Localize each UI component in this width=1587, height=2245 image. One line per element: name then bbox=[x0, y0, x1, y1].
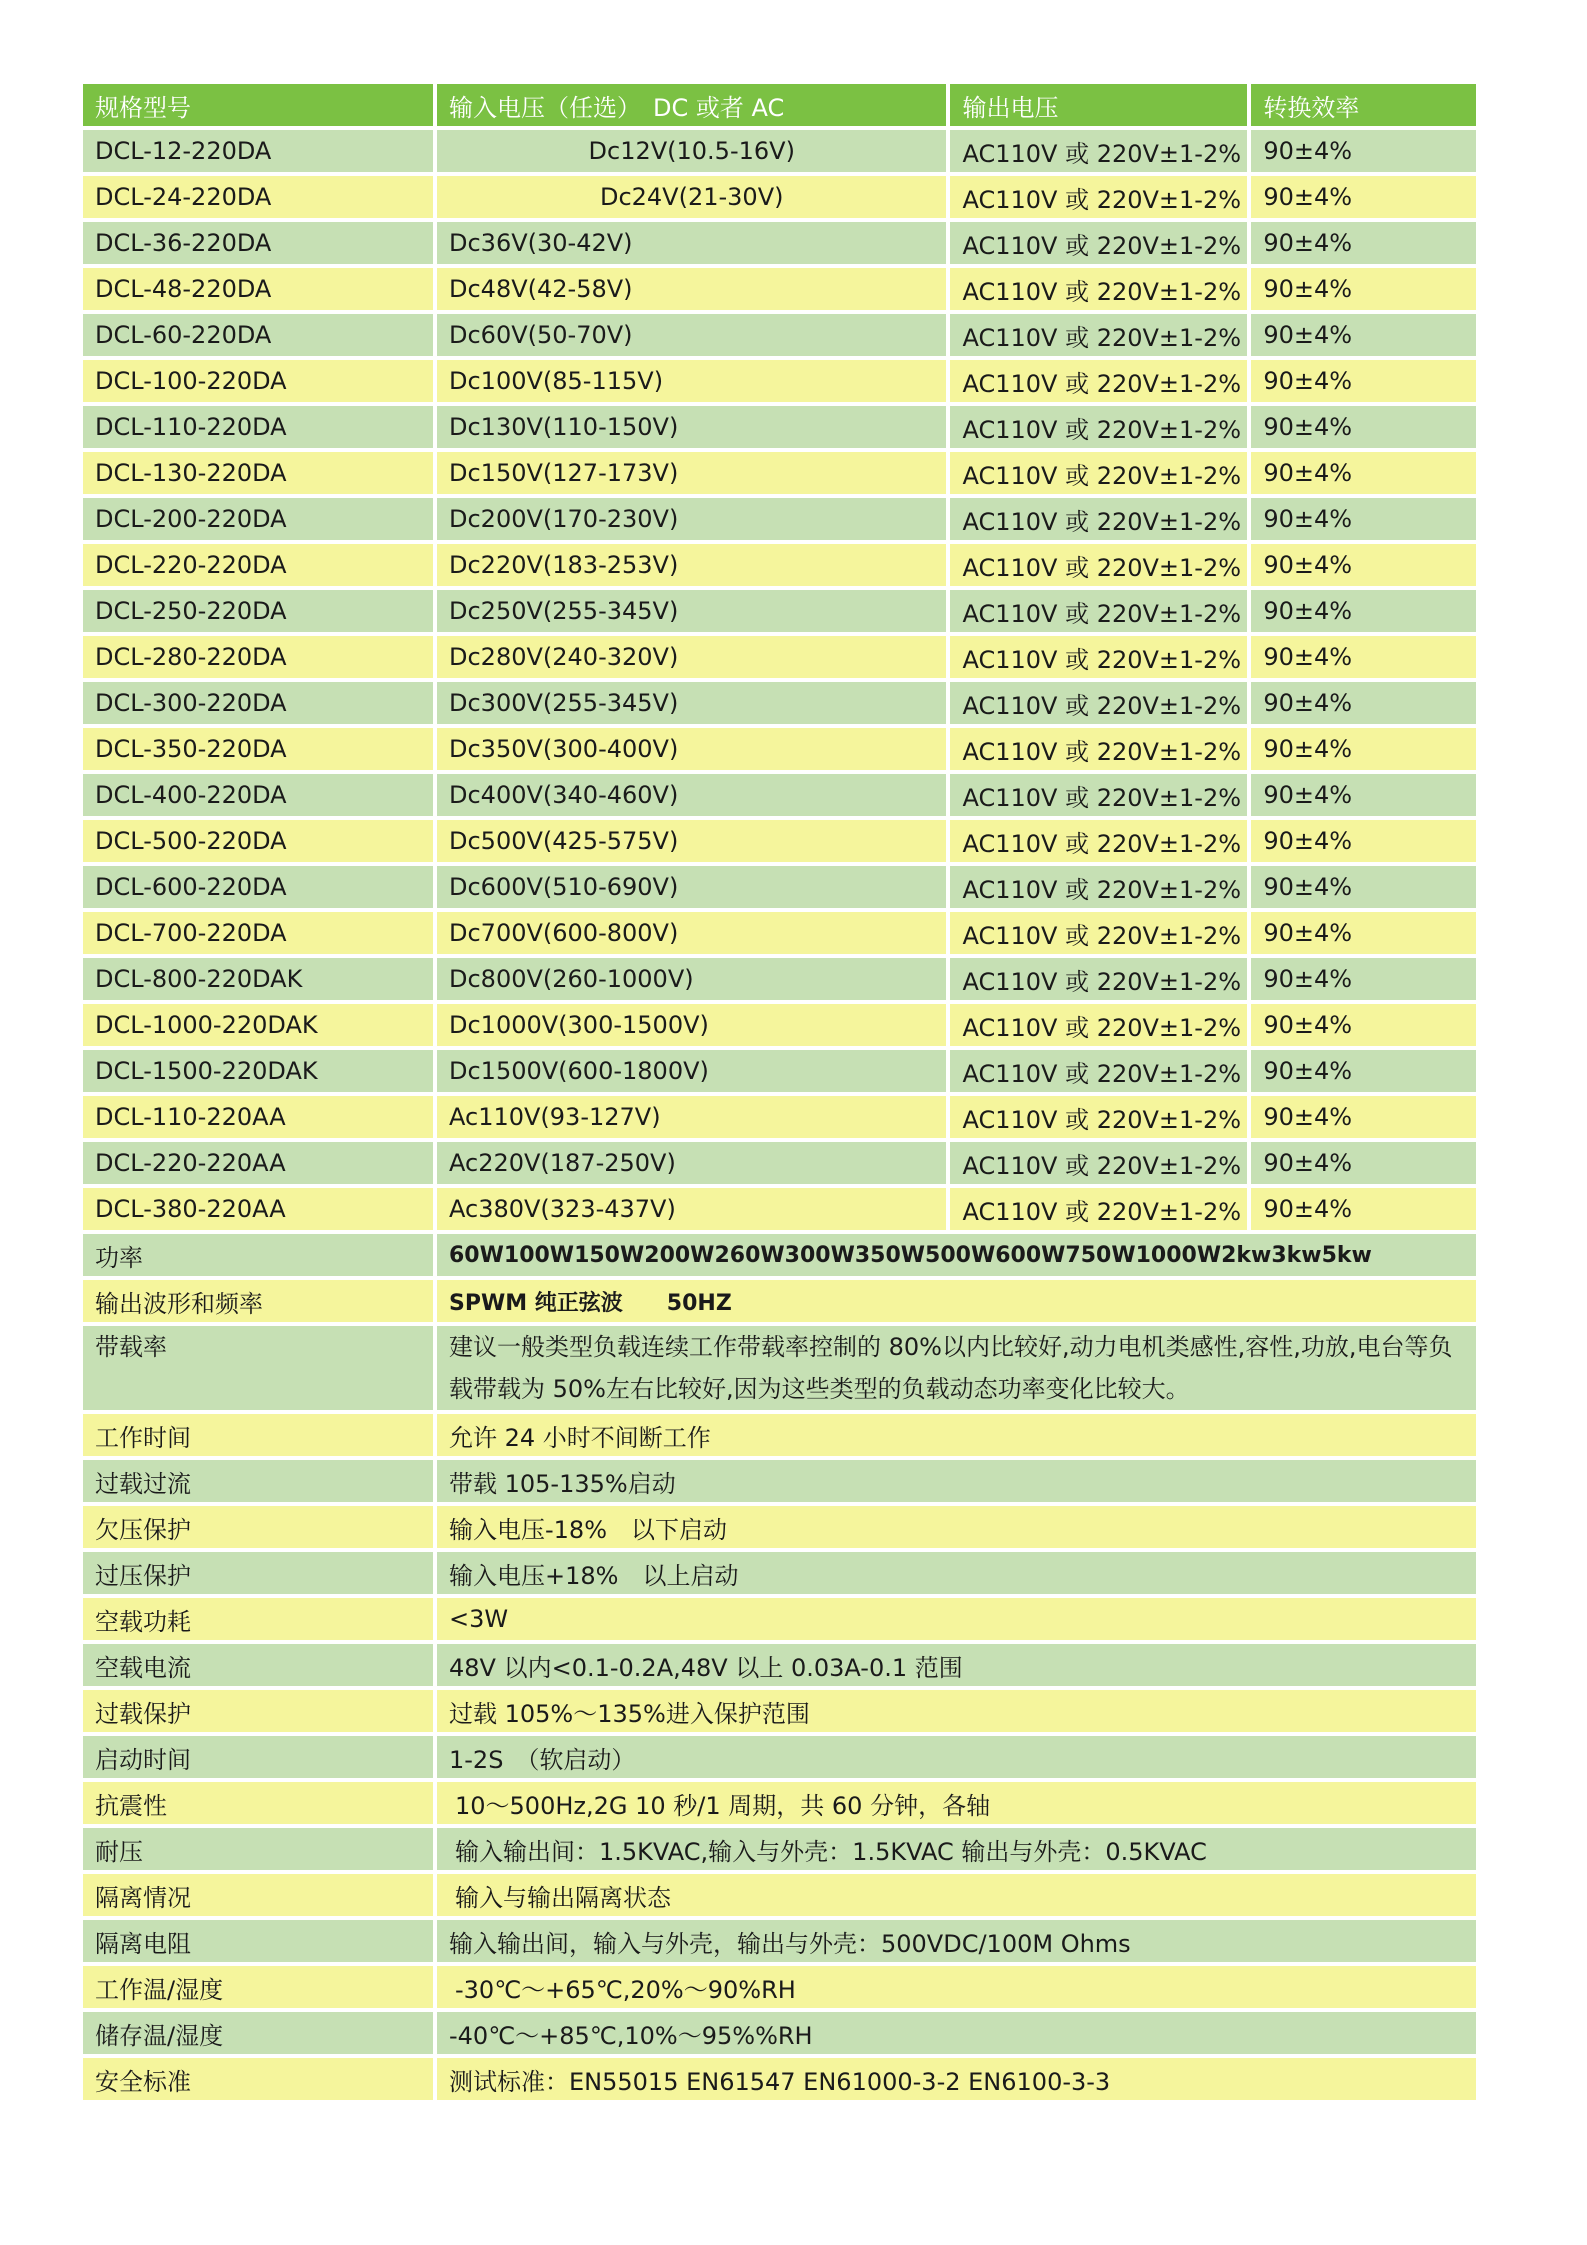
spec-value: 输入输出间，输入与外壳，输出与外壳：500VDC/100M Ohms bbox=[437, 1920, 1476, 1962]
table-row bbox=[83, 1142, 1476, 1184]
model-cell: DCL-110-220DA bbox=[83, 406, 433, 448]
spec-row bbox=[83, 1966, 1476, 2008]
spec-value: 输入与输出隔离状态 bbox=[437, 1874, 1476, 1916]
efficiency-cell: 90±4% bbox=[1251, 360, 1476, 402]
spec-label: 耐压 bbox=[83, 1828, 433, 1870]
output-voltage-cell: AC110V 或 220V±1-2% bbox=[950, 498, 1247, 540]
spec-label: 过载保护 bbox=[83, 1690, 433, 1732]
model-cell: DCL-350-220DA bbox=[83, 728, 433, 770]
input-voltage-cell: Dc280V(240-320V) bbox=[437, 636, 946, 678]
output-voltage-cell: AC110V 或 220V±1-2% bbox=[950, 222, 1247, 264]
output-voltage-cell: AC110V 或 220V±1-2% bbox=[950, 728, 1247, 770]
spec-value: 输入输出间：1.5KVAC,输入与外壳：1.5KVAC 输出与外壳：0.5KVAC bbox=[437, 1828, 1476, 1870]
output-voltage-cell: AC110V 或 220V±1-2% bbox=[950, 1050, 1247, 1092]
efficiency-cell: 90±4% bbox=[1251, 866, 1476, 908]
spec-label: 过载过流 bbox=[83, 1460, 433, 1502]
input-voltage-cell: Dc700V(600-800V) bbox=[437, 912, 946, 954]
efficiency-cell: 90±4% bbox=[1251, 1096, 1476, 1138]
table-row bbox=[83, 406, 1476, 448]
model-cell: DCL-60-220DA bbox=[83, 314, 433, 356]
input-voltage-cell: Dc1500V(600-1800V) bbox=[437, 1050, 946, 1092]
output-voltage-cell: AC110V 或 220V±1-2% bbox=[950, 912, 1247, 954]
input-voltage-cell: Dc250V(255-345V) bbox=[437, 590, 946, 632]
output-voltage-cell: AC110V 或 220V±1-2% bbox=[950, 314, 1247, 356]
efficiency-cell: 90±4% bbox=[1251, 544, 1476, 586]
table-row bbox=[83, 728, 1476, 770]
efficiency-cell: 90±4% bbox=[1251, 268, 1476, 310]
header-model: 规格型号 bbox=[83, 84, 433, 126]
spec-row bbox=[83, 2058, 1476, 2100]
header-efficiency: 转换效率 bbox=[1251, 84, 1476, 126]
input-voltage-cell: Dc350V(300-400V) bbox=[437, 728, 946, 770]
output-voltage-cell: AC110V 或 220V±1-2% bbox=[950, 682, 1247, 724]
output-voltage-cell: AC110V 或 220V±1-2% bbox=[950, 176, 1247, 218]
spec-value: 1-2S （软启动） bbox=[437, 1736, 1476, 1778]
header-input-voltage: 输入电压（任选） DC 或者 AC bbox=[437, 84, 946, 126]
output-voltage-cell: AC110V 或 220V±1-2% bbox=[950, 958, 1247, 1000]
input-voltage-cell: Dc48V(42-58V) bbox=[437, 268, 946, 310]
spec-row bbox=[83, 1326, 1476, 1410]
input-voltage-cell: Ac110V(93-127V) bbox=[437, 1096, 946, 1138]
efficiency-cell: 90±4% bbox=[1251, 1004, 1476, 1046]
output-voltage-cell: AC110V 或 220V±1-2% bbox=[950, 590, 1247, 632]
spec-row bbox=[83, 1920, 1476, 1962]
model-cell: DCL-600-220DA bbox=[83, 866, 433, 908]
efficiency-cell: 90±4% bbox=[1251, 820, 1476, 862]
spec-value: 建议一般类型负载连续工作带载率控制的 80%以内比较好,动力电机类感性,容性,功放,电台等负载带载为 50%左右比较好,因为这些类型的负载动态功率变化比较大。 bbox=[437, 1326, 1476, 1410]
model-cell: DCL-12-220DA bbox=[83, 130, 433, 172]
table-row bbox=[83, 176, 1476, 218]
spec-sheet bbox=[83, 84, 1484, 2100]
table-row bbox=[83, 912, 1476, 954]
spec-label: 启动时间 bbox=[83, 1736, 433, 1778]
efficiency-cell: 90±4% bbox=[1251, 222, 1476, 264]
table-row bbox=[83, 130, 1476, 172]
spec-label: 工作时间 bbox=[83, 1414, 433, 1456]
output-voltage-cell: AC110V 或 220V±1-2% bbox=[950, 268, 1247, 310]
output-voltage-cell: AC110V 或 220V±1-2% bbox=[950, 130, 1247, 172]
efficiency-cell: 90±4% bbox=[1251, 636, 1476, 678]
table-row bbox=[83, 1050, 1476, 1092]
efficiency-cell: 90±4% bbox=[1251, 1188, 1476, 1230]
spec-label: 空载功耗 bbox=[83, 1598, 433, 1640]
spec-row bbox=[83, 1414, 1476, 1456]
spec-label: 隔离情况 bbox=[83, 1874, 433, 1916]
model-cell: DCL-800-220DAK bbox=[83, 958, 433, 1000]
spec-value: SPWM 纯正弦波 50HZ bbox=[437, 1280, 1476, 1322]
table-row bbox=[83, 774, 1476, 816]
efficiency-cell: 90±4% bbox=[1251, 682, 1476, 724]
efficiency-cell: 90±4% bbox=[1251, 314, 1476, 356]
spec-value: 测试标准：EN55015 EN61547 EN61000-3-2 EN6100-3-3 bbox=[437, 2058, 1476, 2100]
efficiency-cell: 90±4% bbox=[1251, 958, 1476, 1000]
spec-value: 输入电压-18% 以下启动 bbox=[437, 1506, 1476, 1548]
spec-row bbox=[83, 1506, 1476, 1548]
efficiency-cell: 90±4% bbox=[1251, 452, 1476, 494]
spec-row bbox=[83, 1280, 1476, 1322]
spec-value: 60W100W150W200W260W300W350W500W600W750W1000W2kw3kw5kw bbox=[437, 1234, 1476, 1276]
input-voltage-cell: Dc220V(183-253V) bbox=[437, 544, 946, 586]
spec-row bbox=[83, 1736, 1476, 1778]
output-voltage-cell: AC110V 或 220V±1-2% bbox=[950, 1142, 1247, 1184]
spec-label: 储存温/湿度 bbox=[83, 2012, 433, 2054]
input-voltage-cell: Ac220V(187-250V) bbox=[437, 1142, 946, 1184]
table-row bbox=[83, 590, 1476, 632]
model-cell: DCL-300-220DA bbox=[83, 682, 433, 724]
model-cell: DCL-220-220AA bbox=[83, 1142, 433, 1184]
efficiency-cell: 90±4% bbox=[1251, 590, 1476, 632]
output-voltage-cell: AC110V 或 220V±1-2% bbox=[950, 452, 1247, 494]
table-row bbox=[83, 452, 1476, 494]
model-cell: DCL-130-220DA bbox=[83, 452, 433, 494]
table-row bbox=[83, 1004, 1476, 1046]
spec-row bbox=[83, 1552, 1476, 1594]
spec-label: 欠压保护 bbox=[83, 1506, 433, 1548]
efficiency-cell: 90±4% bbox=[1251, 406, 1476, 448]
specs-body bbox=[83, 1234, 1476, 2100]
table-row bbox=[83, 498, 1476, 540]
efficiency-cell: 90±4% bbox=[1251, 912, 1476, 954]
efficiency-cell: 90±4% bbox=[1251, 130, 1476, 172]
model-cell: DCL-24-220DA bbox=[83, 176, 433, 218]
spec-value: -40℃～+85℃,10%～95%%RH bbox=[437, 2012, 1476, 2054]
spec-row bbox=[83, 1874, 1476, 1916]
spec-label: 功率 bbox=[83, 1234, 433, 1276]
efficiency-cell: 90±4% bbox=[1251, 498, 1476, 540]
spec-label: 隔离电阻 bbox=[83, 1920, 433, 1962]
spec-label: 过压保护 bbox=[83, 1552, 433, 1594]
models-body bbox=[83, 130, 1476, 1230]
input-voltage-cell: Dc400V(340-460V) bbox=[437, 774, 946, 816]
efficiency-cell: 90±4% bbox=[1251, 774, 1476, 816]
spec-row bbox=[83, 1598, 1476, 1640]
table-row bbox=[83, 866, 1476, 908]
output-voltage-cell: AC110V 或 220V±1-2% bbox=[950, 820, 1247, 862]
spec-row bbox=[83, 2012, 1476, 2054]
input-voltage-cell: Dc100V(85-115V) bbox=[437, 360, 946, 402]
table-row bbox=[83, 314, 1476, 356]
model-cell: DCL-200-220DA bbox=[83, 498, 433, 540]
model-cell: DCL-400-220DA bbox=[83, 774, 433, 816]
input-voltage-cell: Dc200V(170-230V) bbox=[437, 498, 946, 540]
spec-label: 安全标准 bbox=[83, 2058, 433, 2100]
model-cell: DCL-1000-220DAK bbox=[83, 1004, 433, 1046]
input-voltage-cell: Dc300V(255-345V) bbox=[437, 682, 946, 724]
model-cell: DCL-700-220DA bbox=[83, 912, 433, 954]
table-row bbox=[83, 958, 1476, 1000]
output-voltage-cell: AC110V 或 220V±1-2% bbox=[950, 774, 1247, 816]
output-voltage-cell: AC110V 或 220V±1-2% bbox=[950, 636, 1247, 678]
input-voltage-cell: Dc500V(425-575V) bbox=[437, 820, 946, 862]
input-voltage-cell: Dc1000V(300-1500V) bbox=[437, 1004, 946, 1046]
model-cell: DCL-380-220AA bbox=[83, 1188, 433, 1230]
model-cell: DCL-48-220DA bbox=[83, 268, 433, 310]
spec-label: 带载率 bbox=[83, 1326, 433, 1410]
spec-label: 空载电流 bbox=[83, 1644, 433, 1686]
model-cell: DCL-100-220DA bbox=[83, 360, 433, 402]
spec-label: 输出波形和频率 bbox=[83, 1280, 433, 1322]
input-voltage-cell: Dc24V(21-30V) bbox=[437, 176, 946, 218]
spec-value: 允许 24 小时不间断工作 bbox=[437, 1414, 1476, 1456]
model-cell: DCL-1500-220DAK bbox=[83, 1050, 433, 1092]
spec-value: 带载 105-135%启动 bbox=[437, 1460, 1476, 1502]
table-header-row bbox=[83, 84, 1476, 126]
table-row bbox=[83, 222, 1476, 264]
input-voltage-cell: Dc60V(50-70V) bbox=[437, 314, 946, 356]
table-row bbox=[83, 268, 1476, 310]
input-voltage-cell: Dc800V(260-1000V) bbox=[437, 958, 946, 1000]
spec-label: 抗震性 bbox=[83, 1782, 433, 1824]
output-voltage-cell: AC110V 或 220V±1-2% bbox=[950, 1188, 1247, 1230]
spec-value: 10～500Hz,2G 10 秒/1 周期，共 60 分钟，各轴 bbox=[437, 1782, 1476, 1824]
spec-value: <3W bbox=[437, 1598, 1476, 1640]
output-voltage-cell: AC110V 或 220V±1-2% bbox=[950, 544, 1247, 586]
spec-row bbox=[83, 1644, 1476, 1686]
output-voltage-cell: AC110V 或 220V±1-2% bbox=[950, 866, 1247, 908]
output-voltage-cell: AC110V 或 220V±1-2% bbox=[950, 406, 1247, 448]
efficiency-cell: 90±4% bbox=[1251, 1142, 1476, 1184]
model-cell: DCL-250-220DA bbox=[83, 590, 433, 632]
spec-row bbox=[83, 1828, 1476, 1870]
input-voltage-cell: Dc130V(110-150V) bbox=[437, 406, 946, 448]
input-voltage-cell: Ac380V(323-437V) bbox=[437, 1188, 946, 1230]
table-row bbox=[83, 820, 1476, 862]
table-row bbox=[83, 544, 1476, 586]
output-voltage-cell: AC110V 或 220V±1-2% bbox=[950, 1004, 1247, 1046]
table-row bbox=[83, 636, 1476, 678]
header-output-voltage: 输出电压 bbox=[950, 84, 1247, 126]
efficiency-cell: 90±4% bbox=[1251, 176, 1476, 218]
model-cell: DCL-220-220DA bbox=[83, 544, 433, 586]
table-row bbox=[83, 682, 1476, 724]
model-cell: DCL-110-220AA bbox=[83, 1096, 433, 1138]
model-cell: DCL-36-220DA bbox=[83, 222, 433, 264]
efficiency-cell: 90±4% bbox=[1251, 728, 1476, 770]
spec-value: 输入电压+18% 以上启动 bbox=[437, 1552, 1476, 1594]
output-voltage-cell: AC110V 或 220V±1-2% bbox=[950, 360, 1247, 402]
input-voltage-cell: Dc150V(127-173V) bbox=[437, 452, 946, 494]
spec-value: 48V 以内<0.1-0.2A,48V 以上 0.03A-0.1 范围 bbox=[437, 1644, 1476, 1686]
input-voltage-cell: Dc12V(10.5-16V) bbox=[437, 130, 946, 172]
spec-row bbox=[83, 1460, 1476, 1502]
spec-table bbox=[79, 80, 1480, 2104]
efficiency-cell: 90±4% bbox=[1251, 1050, 1476, 1092]
spec-row bbox=[83, 1690, 1476, 1732]
table-row bbox=[83, 1096, 1476, 1138]
output-voltage-cell: AC110V 或 220V±1-2% bbox=[950, 1096, 1247, 1138]
spec-value: -30℃～+65℃,20%～90%RH bbox=[437, 1966, 1476, 2008]
spec-value: 过载 105%～135%进入保护范围 bbox=[437, 1690, 1476, 1732]
model-cell: DCL-500-220DA bbox=[83, 820, 433, 862]
input-voltage-cell: Dc600V(510-690V) bbox=[437, 866, 946, 908]
spec-label: 工作温/湿度 bbox=[83, 1966, 433, 2008]
table-row bbox=[83, 1188, 1476, 1230]
input-voltage-cell: Dc36V(30-42V) bbox=[437, 222, 946, 264]
model-cell: DCL-280-220DA bbox=[83, 636, 433, 678]
spec-row bbox=[83, 1234, 1476, 1276]
spec-row bbox=[83, 1782, 1476, 1824]
table-row bbox=[83, 360, 1476, 402]
